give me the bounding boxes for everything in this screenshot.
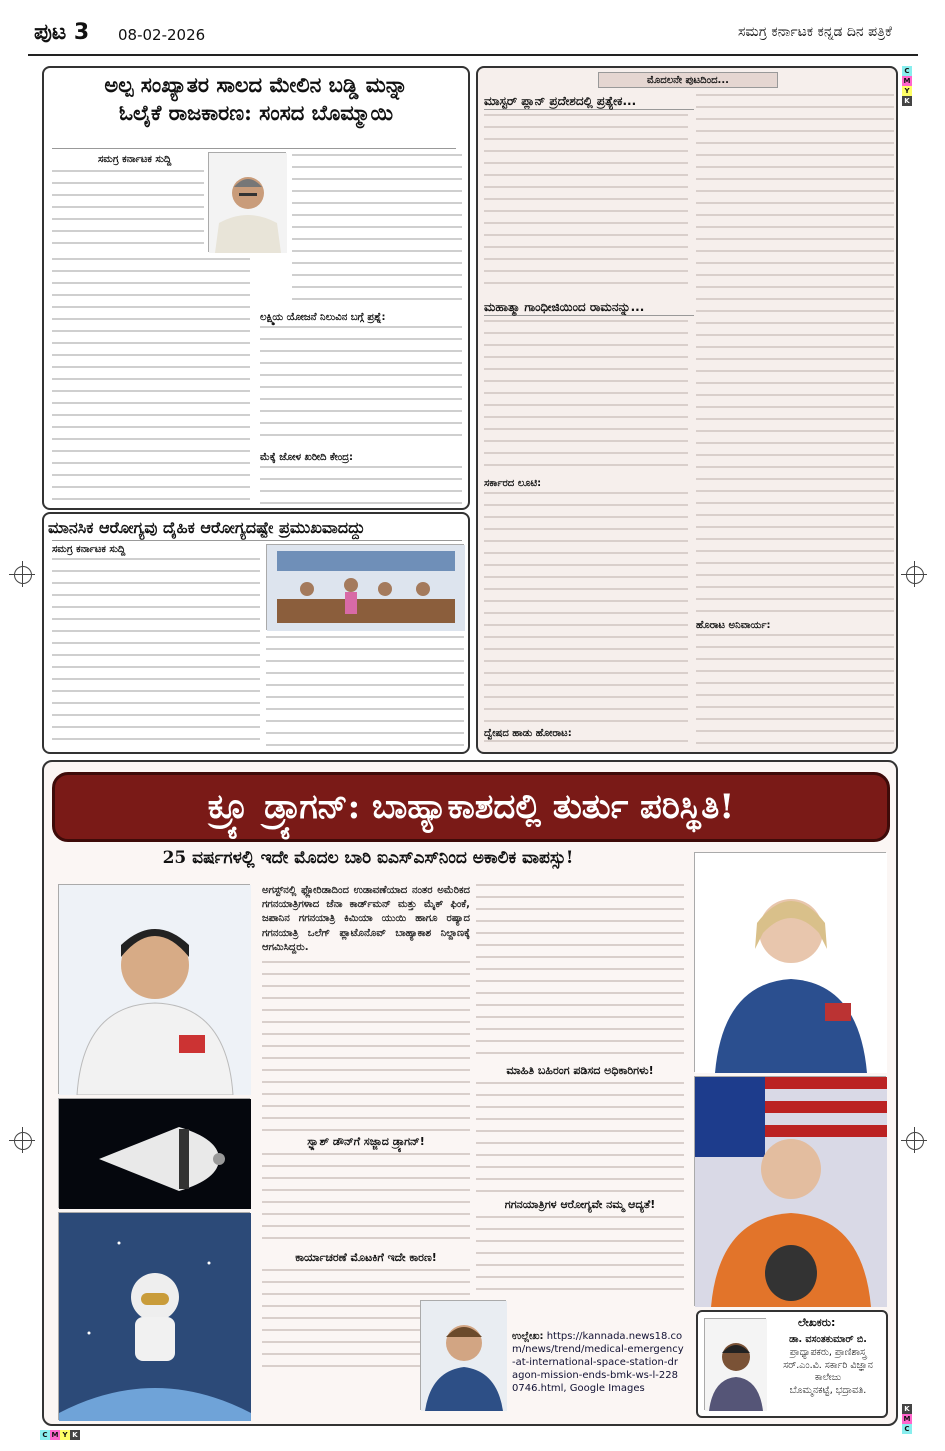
text-column	[696, 94, 894, 614]
subheading: ಮೆಕ್ಕೆ ಜೋಳ ಖರೀದಿ ಕೇಂದ್ರ:	[260, 452, 354, 463]
page-number: ಪುಟ 3	[34, 20, 90, 45]
astronaut-flag-photo	[694, 1076, 886, 1306]
article-mental-health	[42, 512, 470, 754]
text-column	[52, 558, 260, 746]
author-college: ಸರ್.ಎಂ.ವಿ. ಸರ್ಕಾರಿ ವಿಜ್ಞಾನ ಕಾಲೇಜು	[783, 1359, 873, 1384]
article-title: ಮಾಸ್ಟರ್ ಪ್ಲಾನ್ ಪ್ರದೇಶದಲ್ಲಿ ಪ್ರತ್ಯೇಕ...	[484, 94, 694, 110]
feature-subheadline: 25 ವರ್ಷಗಳಲ್ಲಿ ಇದೇ ಮೊದಲ ಬಾರಿ ಐಎಸ್‌ಎಸ್‌ನಿಂದ ಅಕಾಲಿಕ ವಾಪಸ್ಸು!	[162, 848, 574, 868]
text-column	[262, 1153, 470, 1247]
credit-url: https://kannada.news18.com/news/trend/medical-emergency-at-international-space-station-dragon-mission-ends-bmk-ws-l-2280746.html, Google Images	[512, 1331, 684, 1394]
subheading: ಲಕ್ಷ್ಮಿಯ ಯೋಜನೆ ನಿಲುವಿನ ಬಗ್ಗೆ ಪ್ರಶ್ನೆ:	[260, 312, 386, 323]
subheading: ದ್ವೇಷದ ಹಾಡು ಹೋರಾಟ:	[484, 728, 572, 739]
credit-block	[512, 1330, 684, 1395]
article-title-line2: ಓಲೈಕೆ ರಾಜಕಾರಣ: ಸಂಸದ ಬೊಮ್ಮಾಯಿ	[118, 99, 394, 125]
text-column	[484, 740, 688, 750]
registration-mark	[14, 1132, 32, 1150]
subheading: ಕಾರ್ಯಾಚರಣೆ ಮೊಟಕಿಗೆ ಇದೇ ಕಾರಣ!	[295, 1250, 437, 1264]
author-photo	[704, 1318, 766, 1410]
astronaut-inset-photo	[420, 1300, 506, 1410]
spacewalk-photo	[58, 1212, 250, 1420]
article-title: ಮಾನಸಿಕ ಆರೋಗ್ಯವು ದೈಹಿಕ ಆರೋಗ್ಯದಷ್ಟೇ ಪ್ರಮುಖವಾದದ್ದು	[48, 518, 365, 537]
politician-photo	[208, 152, 286, 252]
event-photo	[266, 544, 464, 630]
continued-label: ಮೊದಲನೇ ಪುಟದಿಂದ...	[598, 72, 778, 88]
author-details	[770, 1334, 886, 1398]
registration-mark	[14, 566, 32, 584]
text-column	[52, 258, 250, 504]
feature-intro: ಅಗಸ್ಟ್‌ನಲ್ಲಿ ಫ್ಲೋರಿಡಾದಿಂದ ಉಡಾವಣೆಯಾದ ನಂತರ ಅಮೆರಿಕದ ಗಗನಯಾತ್ರಿಗಳಾದ ಜೆನಾ ಕಾರ್ಡ್‌ಮನ್ ಮತ್ತು ಮೈಕ್ ಫಿಂಕೆ, ಜಪಾನಿನ ಗಗನಯಾತ್ರಿ ಕಿಮಿಯಾ ಯುಯಿ ಹಾಗೂ ರಷ್ಯಾದ ಗಗನಯಾತ್ರಿ ಒಲೆಗ್ ಪ್ಲಾಟೊನೊವ್ ಬಾಹ್ಯಾಕಾಶ ನಿಲ್ದಾಣಕ್ಕೆ ಆಗಮಿಸಿದ್ದರು.	[262, 885, 470, 953]
author-role: ಪ್ರಾಧ್ಯಾಪಕರು, ಪ್ರಾಣಿಶಾಸ್ತ್ರ	[789, 1346, 867, 1358]
subheading: ಗಗನಯಾತ್ರಿಗಳ ಆರೋಗ್ಯವೇ ನಮ್ಮ ಆದ್ಯತೆ!	[504, 1198, 656, 1211]
text-column	[52, 170, 204, 252]
astronaut-portrait-photo	[694, 852, 886, 1072]
page-header	[28, 6, 918, 56]
article-bommai	[42, 66, 470, 510]
astronaut-photo	[58, 884, 250, 1094]
text-column	[696, 634, 894, 750]
subheading: ಸರ್ಕಾರದ ಲೂಟಿ:	[484, 478, 542, 489]
subheading: ಮಾಹಿತಿ ಬಹಿರಂಗ ಪಡಿಸದ ಅಧಿಕಾರಿಗಳು!	[506, 1064, 654, 1077]
article-title: ಅಲ್ಪ ಸಂಖ್ಯಾತರ ಸಾಲದ ಮೇಲಿನ ಬಡ್ಡಿ ಮನ್ನಾ	[104, 72, 408, 97]
text-column	[266, 636, 464, 746]
feature-column-2	[476, 884, 684, 1304]
author-name: ಡಾ. ವಸಂತಕುಮಾರ್ ಬಿ.	[789, 1334, 867, 1345]
article-continued	[476, 66, 898, 754]
registration-mark	[906, 1132, 924, 1150]
author-place: ಬೊಮ್ಮನಕಟ್ಟೆ, ಭದ್ರಾವತಿ.	[789, 1385, 867, 1397]
feature-headline: ಕ್ರ್ಯೂ ಡ್ರ್ಯಾಗನ್: ಬಾಹ್ಯಾಕಾಶದಲ್ಲಿ ತುರ್ತು ಪರಿಸ್ಥಿತಿ!	[52, 772, 890, 842]
newspaper-name: ಸಮಗ್ರ ಕರ್ನಾಟಕ ಕನ್ನಡ ದಿನ ಪತ್ರಿಕೆ	[738, 24, 892, 40]
text-column	[260, 326, 462, 446]
subheading: ಹೊರಾಟ ಅನಿವಾರ್ಯ:	[696, 620, 771, 631]
spacecraft-photo	[58, 1098, 250, 1208]
byline: ಸಮಗ್ರ ಕರ್ನಾಟಕ ಸುದ್ದಿ	[52, 544, 126, 555]
text-column	[476, 1216, 684, 1300]
text-column	[292, 154, 462, 310]
text-column	[484, 114, 688, 292]
subheading: ಸ್ಪ್ಲಾಶ್ ಡೌನ್‌ಗೆ ಸಜ್ಜಾದ ಡ್ರ್ಯಾಗನ್!	[307, 1134, 425, 1148]
text-column	[484, 492, 688, 724]
text-column	[476, 884, 684, 1060]
credit-label: ಉಲ್ಲೇಖ:	[512, 1331, 544, 1342]
text-column	[484, 320, 688, 474]
author-label: ಲೇಖಕರು:	[798, 1316, 836, 1329]
text-column	[260, 466, 462, 504]
text-column	[476, 1082, 684, 1194]
byline: ಸಮಗ್ರ ಕರ್ನಾಟಕ ಸುದ್ದಿ	[98, 154, 172, 165]
registration-mark	[906, 566, 924, 584]
article-title: ಮಹಾತ್ಮಾ ಗಾಂಧೀಜಿಯಿಂದ ರಾಮನನ್ನು...	[484, 300, 694, 316]
author-box	[696, 1310, 888, 1418]
text-column	[262, 961, 470, 1131]
issue-date: 08-02-2026	[118, 26, 206, 44]
